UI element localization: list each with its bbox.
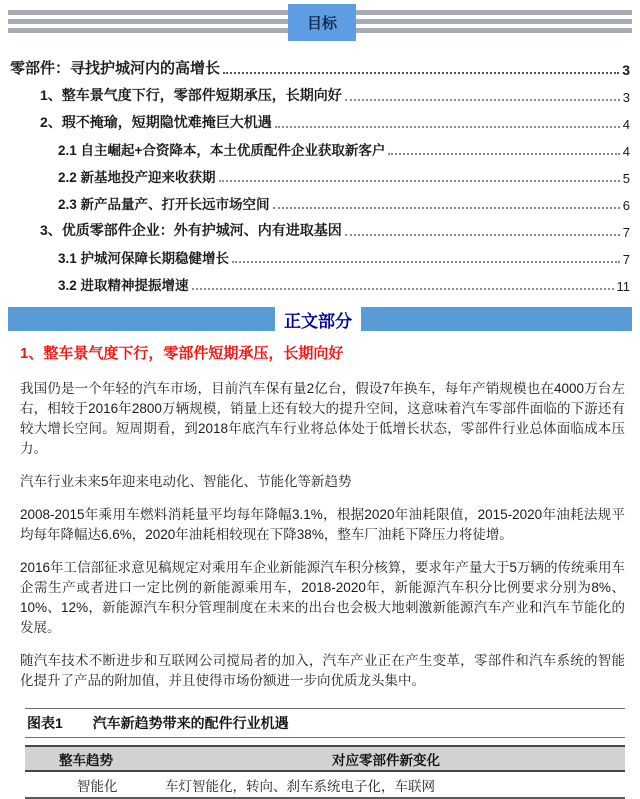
figure-table [25, 745, 625, 799]
toc-page-number: 6 [622, 198, 630, 213]
goal-label: 目标 [306, 15, 337, 32]
toc-entry-label: 3.2 进取精神提振增速 [58, 278, 189, 293]
toc-entry-label: 2.2 新基地投产迎来收获期 [58, 170, 216, 185]
toc-dot-leader [192, 288, 614, 290]
table-header-cell: 整车趋势 [25, 746, 147, 771]
paragraph: 2016年工信部征求意见稿规定对乘用车企业新能源汽车积分核算，要求年产量大于5万辆的传统乘用车企需生产或者进口一定比例的新能源乘用车，2018-2020年，新能源汽车积分比例要求分别为8%、10%、12%，新能源汽车积分管理制度在未来的出台也会极大地刺激新能源汽车产业和汽车节能化的发展。 [20, 560, 625, 635]
figure-caption-label: 图表1 [27, 715, 63, 731]
section-banner-label: 正文部分 [284, 311, 352, 331]
toc-entry-label: 零部件：寻找护城河内的高增长 [10, 60, 221, 77]
toc-entry [10, 159, 630, 186]
toc-dot-leader [275, 126, 620, 128]
section-banner [8, 307, 632, 331]
table-of-contents [10, 51, 630, 294]
figure-caption-title: 汽车新趋势带来的配件行业机遇 [92, 715, 289, 731]
toc-page-number: 4 [622, 144, 630, 159]
toc-dot-leader [223, 72, 619, 74]
toc-entry [10, 240, 630, 267]
toc-entry [10, 267, 630, 294]
toc-page-number: 3 [622, 62, 630, 78]
toc-entry-label: 2.3 新产品量产、打开长远市场空间 [58, 197, 270, 212]
toc-dot-leader [232, 261, 620, 263]
toc-page-number: 7 [622, 225, 630, 240]
banner-bar-right [361, 307, 632, 331]
toc-page-number: 3 [622, 90, 630, 105]
toc-page-number: 4 [622, 117, 630, 132]
table-row [25, 771, 625, 798]
body-content [0, 342, 640, 799]
toc-entry [10, 132, 630, 159]
table-cell: 智能化 [25, 771, 147, 798]
toc-dot-leader [388, 153, 619, 155]
toc-entry [10, 51, 630, 78]
table-header-cell: 对应零部件新变化 [147, 746, 625, 771]
toc-page-number: 11 [616, 279, 630, 294]
table-cell: 车灯智能化，转向、刹车系统电子化，车联网 [147, 771, 625, 798]
goal-banner [8, 10, 632, 43]
figure-caption [25, 708, 625, 738]
toc-entry [10, 78, 630, 105]
paragraph-block [20, 379, 625, 691]
toc-page-number: 7 [622, 252, 630, 267]
paragraph: 我国仍是一个年轻的汽车市场，目前汽车保有量2亿台，假设7年换车，每年产销规模也在4000万台左右，相较于2016年2800万辆规模，销量上还有较大的提升空间，这意味着汽车零部件面临的下游还有较大增长空间。短周期看，到2018年底汽车行业将总体处于低增长状态，零部件行业总体面临成本压力。 [20, 381, 625, 456]
toc-entry-label: 1、整车景气度下行，零部件短期承压，长期向好 [40, 87, 342, 103]
goal-label-box [288, 4, 356, 41]
banner-bar-left [8, 307, 275, 331]
toc-entry [10, 105, 630, 132]
toc-dot-leader [345, 99, 620, 101]
paragraph: 2008-2015年乘用车燃料消耗量平均每年降幅3.1%，根据2020年油耗限值，2015-2020年油耗法规平均每年降幅达6.6%，2020年油耗相较现在下降38%，整车厂油耗下降压力将徒增。 [20, 507, 625, 542]
figure-table-header-row [25, 746, 625, 771]
section-heading: 1、整车景气度下行，零部件短期承压，长期向好 [20, 345, 344, 362]
toc-entry [10, 213, 630, 240]
document-page [0, 10, 640, 794]
toc-entry-label: 2、瑕不掩瑜，短期隐忧难掩巨大机遇 [40, 114, 272, 130]
toc-dot-leader [273, 207, 620, 209]
figure-1 [25, 708, 625, 799]
toc-dot-leader [219, 180, 620, 182]
paragraph: 汽车行业未来5年迎来电动化、智能化、节能化等新趋势 [20, 474, 352, 489]
toc-entry [10, 186, 630, 213]
paragraph: 随汽车技术不断进步和互联网公司搅局者的加入，汽车产业正在产生变革，零部件和汽车系统的智能化提升了产品的附加值，并且使得市场份额进一步向优质龙头集中。 [20, 653, 625, 688]
toc-dot-leader [345, 234, 620, 236]
toc-entry-label: 3、优质零部件企业：外有护城河、内有进取基因 [40, 222, 342, 238]
toc-entry-label: 3.1 护城河保障长期稳健增长 [58, 251, 230, 266]
toc-page-number: 5 [622, 171, 630, 186]
toc-entry-label: 2.1 自主崛起+合资降本，本土优质配件企业获取新客户 [58, 143, 386, 158]
